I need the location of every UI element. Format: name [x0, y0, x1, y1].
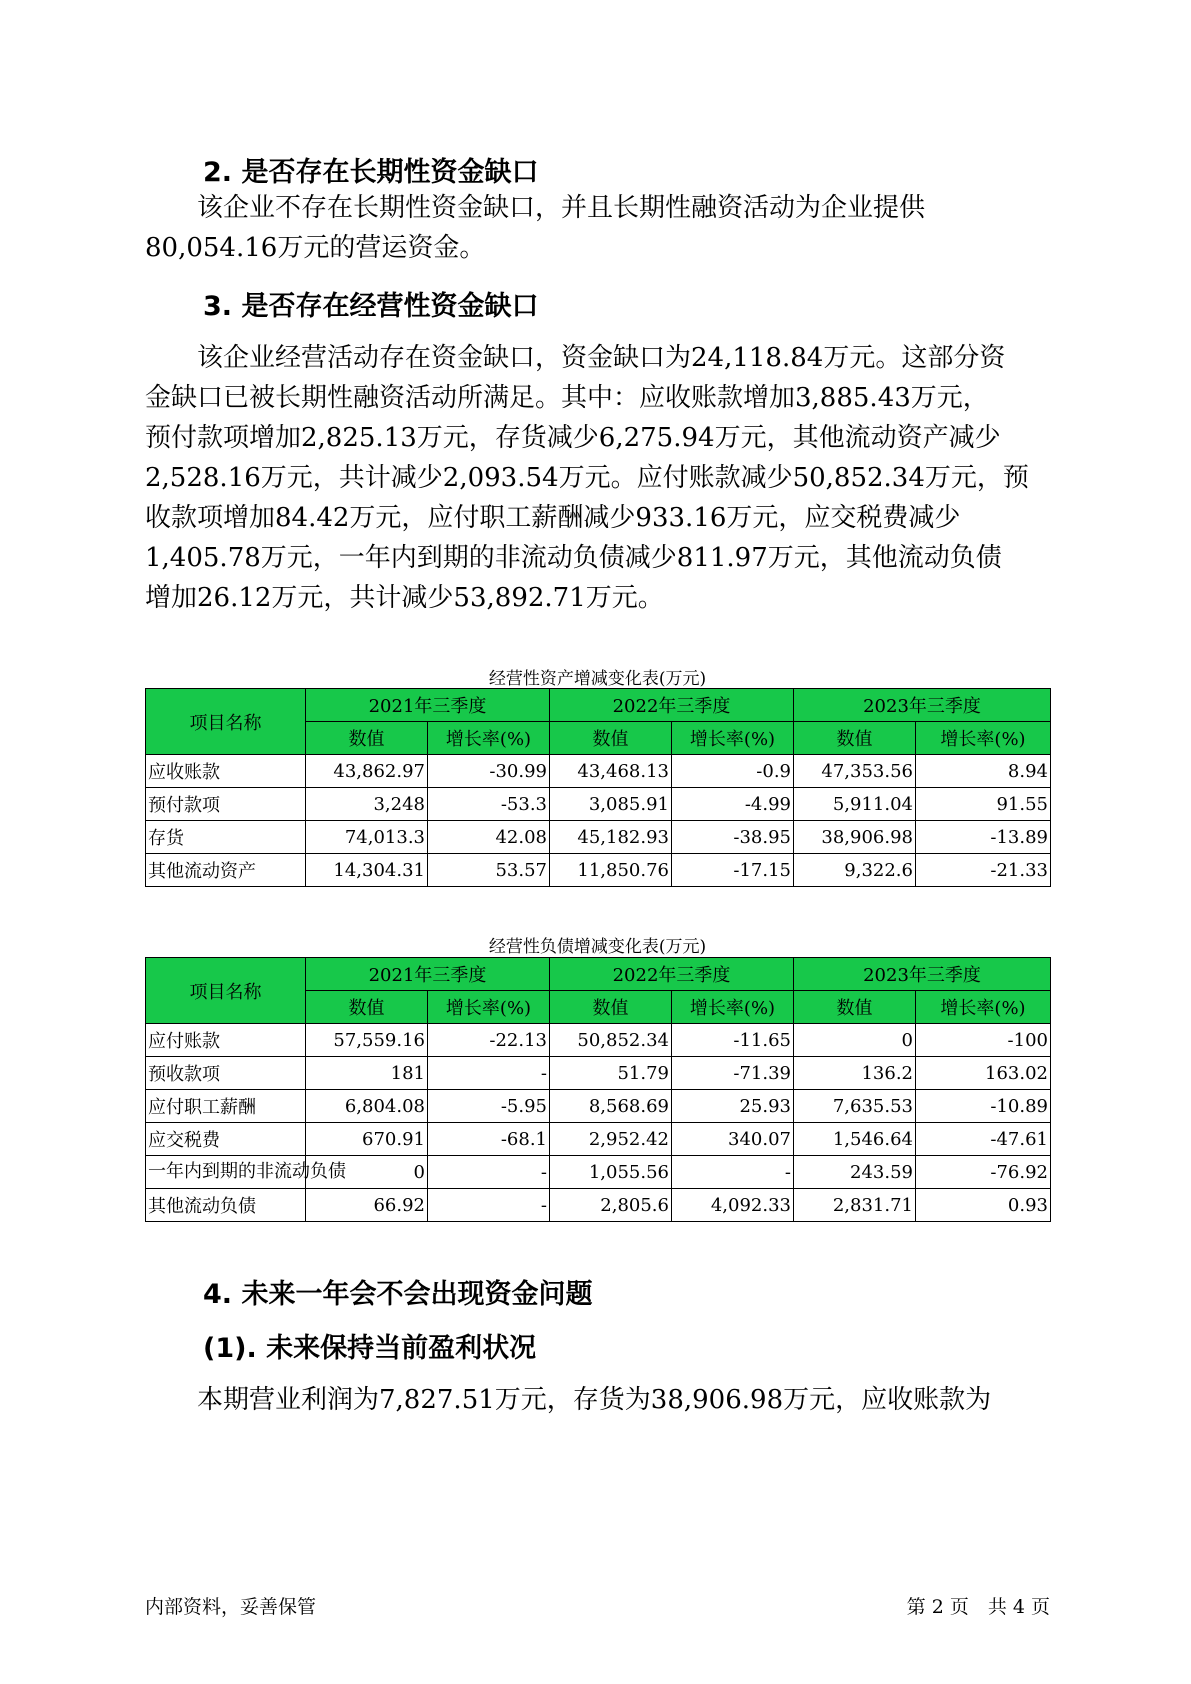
row-label: 预收款项: [146, 1057, 306, 1090]
row-label: 其他流动负债: [146, 1189, 306, 1222]
cell-rate: 53.57: [428, 854, 550, 887]
table-header-row: [146, 958, 1051, 991]
cell-rate: 4,092.33: [672, 1189, 794, 1222]
paragraph-line: 1,405.78万元，一年内到期的非流动负债减少811.97万元，其他流动负债: [145, 543, 1002, 573]
cell-rate: -0.9: [672, 755, 794, 788]
cell-rate: -30.99: [428, 755, 550, 788]
section-4-subheading: (1). 未来保持当前盈利状况: [203, 1333, 537, 1364]
rate-header: 增长率(%): [672, 722, 794, 755]
section-2-paragraph: [145, 188, 1045, 268]
paragraph-line: 80,054.16万元的营运资金。: [145, 233, 486, 263]
cell-value: 136.2: [794, 1057, 916, 1090]
cell-rate: 42.08: [428, 821, 550, 854]
cell-value: 51.79: [550, 1057, 672, 1090]
table-row: [146, 1156, 1051, 1189]
period-header: 2022年三季度: [550, 958, 794, 991]
section-4-heading: 4. 未来一年会不会出现资金问题: [203, 1279, 593, 1310]
table-header-row: [146, 689, 1051, 722]
cell-rate: 25.93: [672, 1090, 794, 1123]
rate-header: 增长率(%): [428, 722, 550, 755]
table-row: [146, 755, 1051, 788]
cell-value: 3,248: [306, 788, 428, 821]
period-header: 2022年三季度: [550, 689, 794, 722]
cell-rate: 8.94: [916, 755, 1051, 788]
section-3-paragraph: [145, 338, 1045, 618]
cell-value: 670.91: [306, 1123, 428, 1156]
cell-value: 2,805.6: [550, 1189, 672, 1222]
row-label: 应收账款: [146, 755, 306, 788]
paragraph-line: 2,528.16万元，共计减少2,093.54万元。应付账款减少50,852.34万元，预: [145, 463, 1029, 493]
cell-rate: -76.92: [916, 1156, 1051, 1189]
cell-value: 8,568.69: [550, 1090, 672, 1123]
cell-rate: -22.13: [428, 1024, 550, 1057]
table-row: [146, 1057, 1051, 1090]
cell-value: 7,635.53: [794, 1090, 916, 1123]
operating-liabilities-table: [145, 957, 1051, 1222]
row-label: 存货: [146, 821, 306, 854]
footer-page-number: 第 2 页 共 4 页: [906, 1596, 1050, 1618]
cell-value: 3,085.91: [550, 788, 672, 821]
value-header: 数值: [306, 991, 428, 1024]
footer-left: 内部资料，妥善保管: [145, 1596, 317, 1618]
cell-value: 181: [306, 1057, 428, 1090]
cell-value: 9,322.6: [794, 854, 916, 887]
value-header: 数值: [306, 722, 428, 755]
cell-rate: -71.39: [672, 1057, 794, 1090]
value-header: 数值: [794, 722, 916, 755]
period-header: 2023年三季度: [794, 689, 1051, 722]
table-row: [146, 821, 1051, 854]
value-header: 数值: [550, 991, 672, 1024]
period-header: 2021年三季度: [306, 958, 550, 991]
cell-value: 14,304.31: [306, 854, 428, 887]
cell-value: 5,911.04: [794, 788, 916, 821]
paragraph-line: 增加26.12万元，共计减少53,892.71万元。: [145, 583, 664, 613]
table-row: [146, 1123, 1051, 1156]
cell-value: 11,850.76: [550, 854, 672, 887]
item-name-header: 项目名称: [146, 958, 306, 1024]
row-label: 其他流动资产: [146, 854, 306, 887]
cell-rate: 340.07: [672, 1123, 794, 1156]
cell-rate: -38.95: [672, 821, 794, 854]
row-label: 一年内到期的非流动负债: [146, 1156, 306, 1189]
cell-rate: -68.1: [428, 1123, 550, 1156]
cell-value: 0: [794, 1024, 916, 1057]
cell-rate: 91.55: [916, 788, 1051, 821]
cell-value: 6,804.08: [306, 1090, 428, 1123]
cell-value: 57,559.16: [306, 1024, 428, 1057]
cell-rate: -4.99: [672, 788, 794, 821]
section-3-heading: 3. 是否存在经营性资金缺口: [203, 291, 539, 322]
cell-value: 47,353.56: [794, 755, 916, 788]
paragraph-line: 金缺口已被长期性融资活动所满足。其中：应收账款增加3,885.43万元，: [145, 383, 989, 413]
cell-value: 1,055.56: [550, 1156, 672, 1189]
rate-header: 增长率(%): [428, 991, 550, 1024]
cell-value: 2,952.42: [550, 1123, 672, 1156]
cell-value: 38,906.98: [794, 821, 916, 854]
cell-rate: 0.93: [916, 1189, 1051, 1222]
paragraph-line: 收款项增加84.42万元，应付职工薪酬减少933.16万元，应交税费减少: [145, 503, 961, 533]
cell-rate: -10.89: [916, 1090, 1051, 1123]
cell-rate: -100: [916, 1024, 1051, 1057]
cell-value: 43,468.13: [550, 755, 672, 788]
table-row: [146, 1024, 1051, 1057]
cell-rate: -17.15: [672, 854, 794, 887]
row-label: 应付账款: [146, 1024, 306, 1057]
item-name-header: 项目名称: [146, 689, 306, 755]
table-2-caption: 经营性负债增减变化表(万元): [488, 937, 707, 957]
cell-value: 243.59: [794, 1156, 916, 1189]
section-4-paragraph: [145, 1380, 1045, 1420]
cell-rate: -: [672, 1156, 794, 1189]
paragraph-line: 预付款项增加2,825.13万元，存货减少6,275.94万元，其他流动资产减少: [145, 423, 1001, 453]
row-label: 预付款项: [146, 788, 306, 821]
paragraph-line: 该企业不存在长期性资金缺口，并且长期性融资活动为企业提供: [145, 193, 926, 223]
table-1-caption: 经营性资产增减变化表(万元): [488, 669, 707, 689]
cell-rate: -13.89: [916, 821, 1051, 854]
period-header: 2023年三季度: [794, 958, 1051, 991]
cell-value: 0: [306, 1156, 428, 1189]
cell-value: 1,546.64: [794, 1123, 916, 1156]
table-row: [146, 1189, 1051, 1222]
table-row: [146, 854, 1051, 887]
cell-rate: 163.02: [916, 1057, 1051, 1090]
cell-rate: -: [428, 1189, 550, 1222]
section-2-heading: 2. 是否存在长期性资金缺口: [203, 157, 539, 188]
cell-value: 66.92: [306, 1189, 428, 1222]
cell-rate: -21.33: [916, 854, 1051, 887]
cell-rate: -11.65: [672, 1024, 794, 1057]
cell-value: 45,182.93: [550, 821, 672, 854]
table-row: [146, 1090, 1051, 1123]
period-header: 2021年三季度: [306, 689, 550, 722]
value-header: 数值: [794, 991, 916, 1024]
row-label: 应付职工薪酬: [146, 1090, 306, 1123]
cell-rate: -: [428, 1057, 550, 1090]
cell-value: 43,862.97: [306, 755, 428, 788]
cell-value: 74,013.3: [306, 821, 428, 854]
operating-assets-table: [145, 688, 1051, 887]
cell-value: 2,831.71: [794, 1189, 916, 1222]
rate-header: 增长率(%): [916, 991, 1051, 1024]
paragraph-line: 本期营业利润为7,827.51万元，存货为38,906.98万元，应收账款为: [145, 1385, 992, 1415]
table-row: [146, 788, 1051, 821]
value-header: 数值: [550, 722, 672, 755]
rate-header: 增长率(%): [916, 722, 1051, 755]
paragraph-line: 该企业经营活动存在资金缺口，资金缺口为24,118.84万元。这部分资: [145, 343, 1006, 373]
cell-value: 50,852.34: [550, 1024, 672, 1057]
row-label: 应交税费: [146, 1123, 306, 1156]
cell-rate: -5.95: [428, 1090, 550, 1123]
cell-rate: -53.3: [428, 788, 550, 821]
cell-rate: -47.61: [916, 1123, 1051, 1156]
rate-header: 增长率(%): [672, 991, 794, 1024]
cell-rate: -: [428, 1156, 550, 1189]
